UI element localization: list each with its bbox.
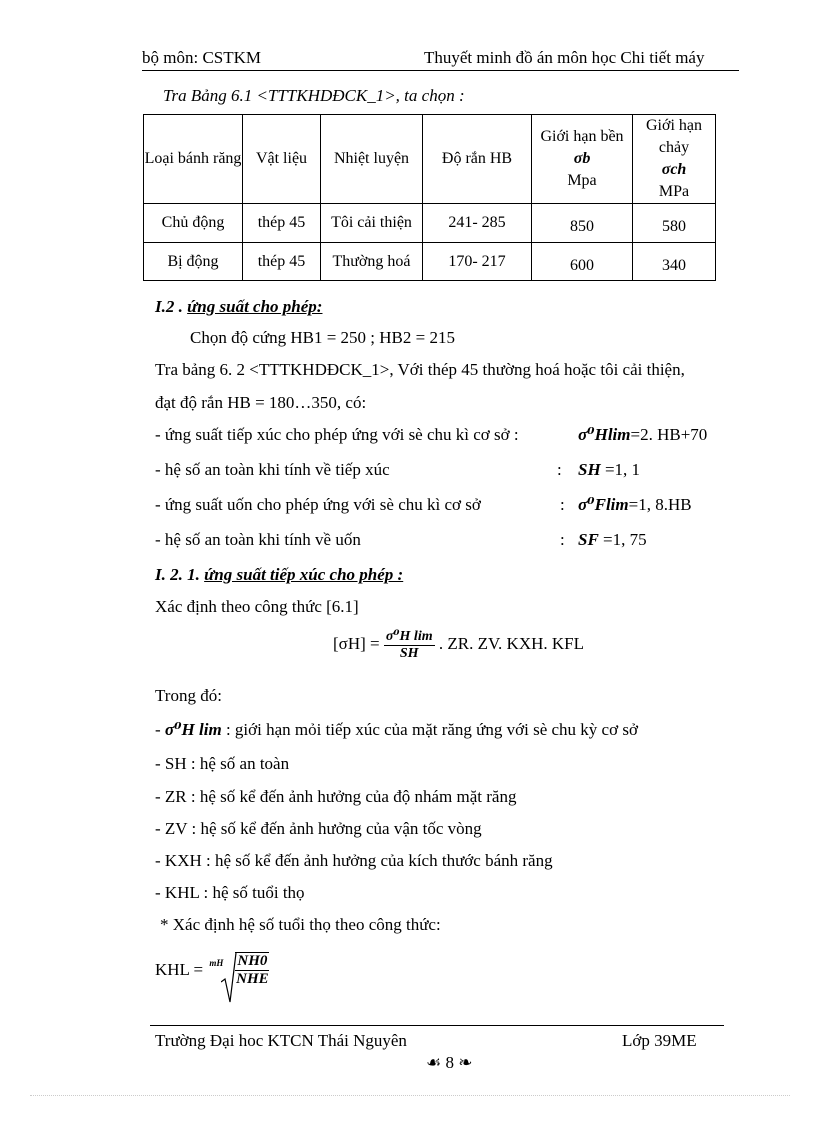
param-value [578, 495, 692, 515]
section-1-2-1-heading [155, 565, 403, 585]
khl-formula [155, 952, 269, 988]
def-item: - KHL : hệ số tuổi thọ [155, 883, 305, 902]
def-item: - σ⁰H lim : giới hạn mỏi tiếp xúc của mặt răng ứng với sè chu kỳ cơ sở [155, 720, 638, 739]
cell: 170- 217 [423, 243, 532, 281]
khl-lhs: KHL = [155, 960, 204, 979]
param-colon: : [560, 530, 565, 549]
formula-intro: Xác định theo công thức [6.1] [155, 597, 359, 616]
cell: thép 45 [243, 204, 321, 243]
formula-numerator: σ⁰H lim [385, 629, 433, 644]
cell: 850 [532, 204, 633, 243]
def-symbol: ZR [164, 787, 187, 806]
formula-lhs: [σH] = [333, 633, 380, 653]
page-number [426, 1053, 473, 1073]
def-text: : hệ số tuổi thọ [203, 883, 305, 902]
def-text: : giới hạn mỏi tiếp xúc của mặt răng ứng với sè chu kỳ cơ sở [225, 720, 638, 739]
th-yield-unit: MPa [658, 183, 690, 200]
header-right: Thuyết minh đồ án môn học Chi tiết máy [424, 48, 705, 67]
th-yield-label: Giới hạn chảy [645, 117, 702, 156]
ornament-right-icon: ❧ [458, 1053, 473, 1072]
param-value [578, 425, 707, 445]
def-text: : hệ số an toàn [190, 754, 290, 773]
formula-denominator: SH [399, 646, 419, 661]
section-number: I.2 . [155, 297, 183, 316]
param-value [578, 530, 647, 550]
footer-right: Lớp 39ME [622, 1031, 697, 1050]
table-ref-line-2: đạt độ rắn HB = 180…350, có: [155, 393, 367, 412]
cell: Thường hoá [321, 243, 423, 281]
param-val: =1, 8.HB [628, 495, 692, 514]
def-text: : hệ số kể đến ảnh hưởng của kích thước bánh răng [206, 851, 553, 870]
header-left: bộ môn: CSTKM [142, 48, 262, 67]
section-1-2-heading [155, 297, 322, 317]
radical-sign [221, 952, 237, 1004]
section-title: ứng suất tiếp xúc cho phép : [204, 565, 404, 584]
param-symbol: σ⁰Flim [578, 495, 629, 514]
table-header-row [144, 115, 716, 204]
param-row: - hệ số an toàn khi tính về tiếp xúc [155, 460, 390, 479]
cell: 241- 285 [423, 204, 532, 243]
cell: Bị động [144, 243, 243, 281]
ornament-left-icon: ☙ [426, 1053, 442, 1072]
param-row: - hệ số an toàn khi tính về uốn [155, 530, 361, 549]
th-tensile-unit: Mpa [567, 172, 597, 189]
hardness-choice: Chọn độ cứng HB1 = 250 ; HB2 = 215 [190, 328, 455, 347]
param-value [578, 460, 640, 480]
intro-text: Tra Bảng 6.1 <TTTKHDĐCK_1>, ta chọn : [163, 86, 465, 105]
table-ref-line-1: Tra bảng 6. 2 <TTTKHDĐCK_1>, Với thép 45 thường hoá hoặc tôi cải thiện, [155, 360, 685, 379]
cell: 580 [633, 204, 716, 243]
param-val: =1, 75 [598, 530, 647, 549]
def-item: - ZV : hệ số kể đến ảnh hưởng của vận tốc vòng [155, 819, 482, 838]
khl-root [207, 952, 269, 988]
param-symbol: σ⁰Hlim [578, 425, 631, 444]
sigma-b-symbol: σb [573, 150, 591, 167]
cell: Tôi cải thiện [321, 204, 423, 243]
param-label: - ứng suất tiếp xúc cho phép ứng với sè chu kì cơ sở : [155, 425, 519, 444]
cell: Chủ động [144, 204, 243, 243]
th-heat-treatment: Nhiệt luyện [321, 115, 423, 204]
khl-fraction [235, 953, 269, 988]
cell: 600 [532, 243, 633, 281]
root-index: mH [209, 958, 224, 968]
cell: thép 45 [243, 243, 321, 281]
th-material: Vật liệu [243, 115, 321, 204]
section-number: I. 2. 1. [155, 565, 200, 584]
param-row: - ứng suất uốn cho phép ứng với sè chu kì cơ sở [155, 495, 481, 514]
stress-formula [333, 628, 584, 662]
def-item: - SH : hệ số an toàn [155, 754, 290, 773]
param-row [155, 425, 519, 445]
th-gear-type: Loại bánh răng [144, 115, 243, 204]
param-colon: : [557, 460, 562, 479]
materials-table [143, 114, 716, 281]
root-body [235, 952, 269, 988]
th-tensile-label: Giới hạn bền [540, 128, 624, 145]
def-symbol: ZV [164, 819, 188, 838]
table-row [144, 204, 716, 243]
footer-left: Trường Đại hoc KTCN Thái Nguyên [155, 1031, 407, 1050]
param-symbol: SH [578, 460, 601, 479]
def-symbol: KXH [164, 851, 202, 870]
khl-numerator: NH0 [237, 953, 268, 969]
def-item: - ZR : hệ số kể đến ảnh hưởng của độ nhám mặt răng [155, 787, 517, 806]
formula-rhs: . ZR. ZV. KXH. KFL [438, 633, 584, 653]
param-symbol: SF [578, 530, 599, 549]
page-boundary [30, 1095, 790, 1096]
def-text: : hệ số kể đến ảnh hưởng của vận tốc vòng [191, 819, 482, 838]
def-item: - KXH : hệ số kể đến ảnh hưởng của kích thước bánh răng [155, 851, 553, 870]
header-rule [142, 70, 739, 71]
def-symbol: SH [164, 754, 187, 773]
khl-denominator: NHE [236, 971, 269, 987]
param-val: =2. HB+70 [630, 425, 708, 444]
footer-rule [150, 1025, 724, 1026]
th-yield-strength [633, 115, 716, 204]
def-symbol: σ⁰H lim [164, 720, 222, 739]
param-colon: : [560, 495, 565, 514]
def-text: : hệ số kể đến ảnh hưởng của độ nhám mặt răng [190, 787, 517, 806]
th-hardness: Độ rắn HB [423, 115, 532, 204]
th-tensile-strength [532, 115, 633, 204]
param-val: =1, 1 [600, 460, 641, 479]
page-number-value: 8 [445, 1053, 454, 1072]
formula-fraction [384, 628, 435, 662]
cell: 340 [633, 243, 716, 281]
def-symbol: KHL [164, 883, 200, 902]
table-row [144, 243, 716, 281]
sigma-ch-symbol: σch [661, 161, 687, 178]
lifetime-note: * Xác định hệ số tuổi thọ theo công thức: [160, 915, 441, 934]
section-title: ứng suất cho phép: [187, 297, 323, 316]
where-label: Trong đó: [155, 686, 222, 705]
